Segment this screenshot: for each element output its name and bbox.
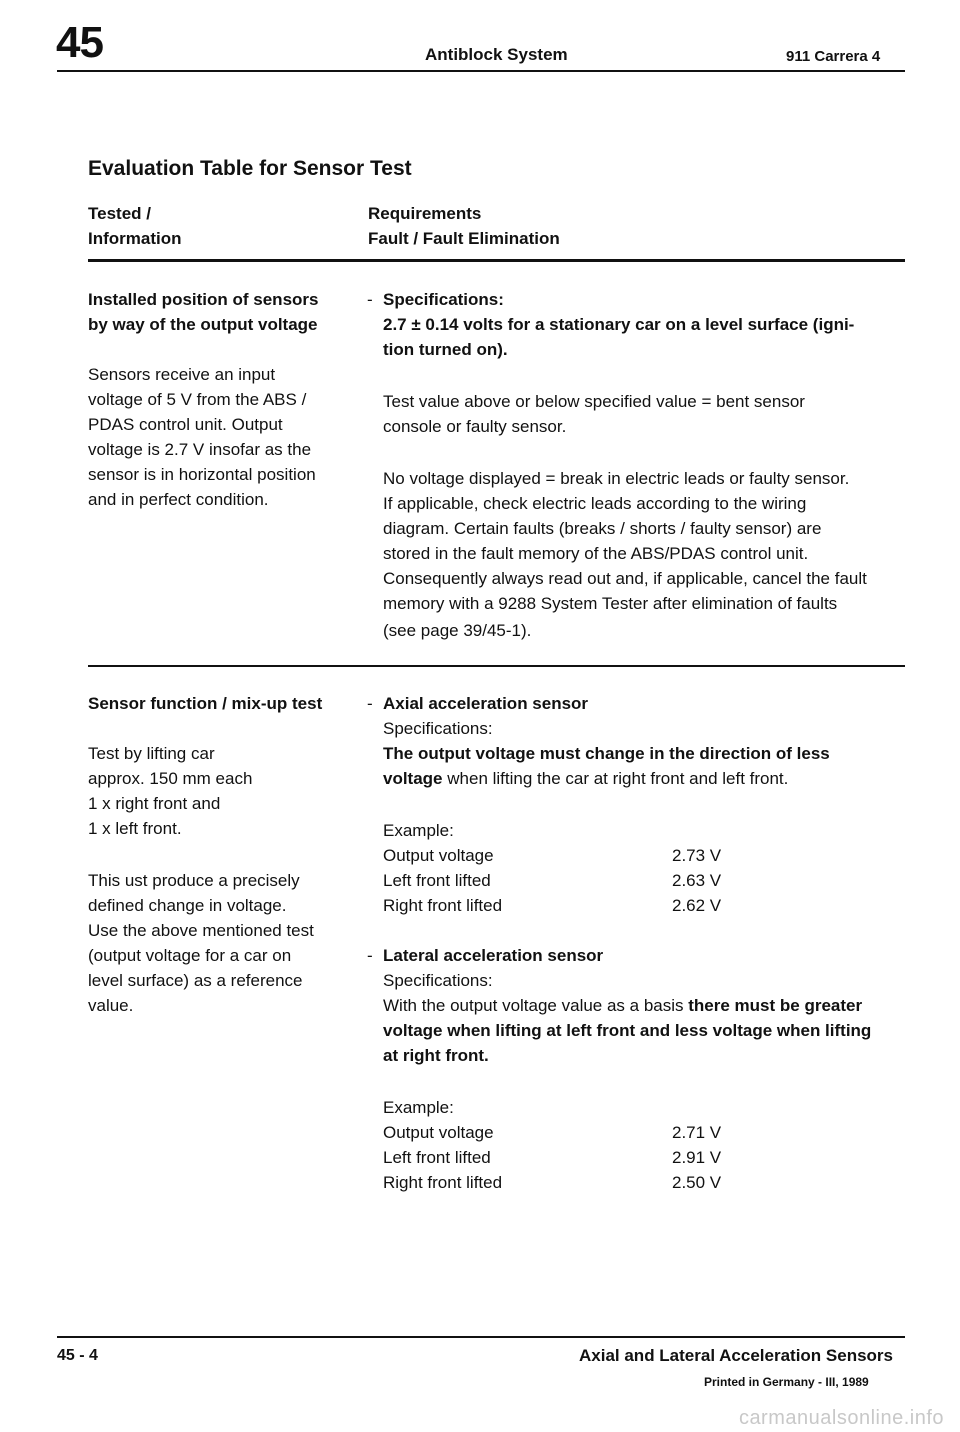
s1-para2-7: (see page 39/45-1). <box>383 621 532 640</box>
s1-left-body-5: sensor is in horizontal position <box>88 465 316 484</box>
lateral-bold-line-2: voltage when lifting at left front and less voltage when lifting <box>383 1021 872 1040</box>
header-title: Antiblock System <box>425 45 568 64</box>
lateral-normal-line-1: With the output voltage value as a basis <box>383 996 689 1015</box>
lateral-heading: Lateral acceleration sensor <box>383 946 604 965</box>
s2-left-body1-3: 1 x right front and <box>88 794 221 813</box>
header-rule <box>57 70 905 72</box>
axial-row-label: Right front lifted <box>383 896 503 915</box>
s2-left-title: Sensor function / mix-up test <box>88 694 323 713</box>
s1-bullet-dash: - <box>367 290 373 309</box>
s1-left-title-1: Installed position of sensors <box>88 290 319 309</box>
axial-spec: Specifications: <box>383 719 493 738</box>
lateral-row-label: Right front lifted <box>383 1173 503 1192</box>
axial-row-label: Output voltage <box>383 846 494 865</box>
s1-spec-bold-1: 2.7 ± 0.14 volts for a stationary car on a level surface (igni- <box>383 315 855 334</box>
s2-left-body1-2: approx. 150 mm each <box>88 769 253 788</box>
s1-left-body-2: voltage of 5 V from the ABS / <box>88 390 307 409</box>
s1-para2-1: No voltage displayed = break in electric leads or faulty sensor. <box>383 469 850 488</box>
lateral-bullet-dash: - <box>367 946 373 965</box>
axial-bold-line-2: voltage <box>383 769 443 788</box>
s1-spec-bold-2: tion turned on). <box>383 340 508 359</box>
s1-left-title-2: by way of the output voltage <box>88 315 318 334</box>
footer-title: Axial and Lateral Acceleration Sensors <box>579 1346 893 1365</box>
axial-example-label: Example: <box>383 821 454 840</box>
s1-left-body-1: Sensors receive an input <box>88 365 276 384</box>
s2-left-body1-1: Test by lifting car <box>88 744 215 763</box>
s1-para2-3: diagram. Certain faults (breaks / shorts / faulty sensor) are <box>383 519 822 538</box>
s2-left-body2-1: This ust produce a precisely <box>88 871 300 890</box>
axial-row-label: Left front lifted <box>383 871 491 890</box>
s2-left-body2-2: defined change in voltage. <box>88 896 287 915</box>
axial-heading: Axial acceleration sensor <box>383 694 589 713</box>
s2-left-body2-4: (output voltage for a car on <box>88 946 292 965</box>
s1-left-body-4: voltage is 2.7 V insofar as the <box>88 440 312 459</box>
footer-printed: Printed in Germany - III, 1989 <box>704 1375 869 1389</box>
footer-rule <box>57 1336 905 1338</box>
watermark: carmanualsonline.info <box>738 1407 944 1429</box>
s1-left-body-6: and in perfect condition. <box>88 490 269 509</box>
col-right-heading-2: Fault / Fault Elimination <box>368 229 560 248</box>
s2-left-body2-3: Use the above mentioned test <box>88 921 314 940</box>
axial-row-value: 2.62 V <box>672 896 722 915</box>
s1-para2-5: Consequently always read out and, if applicable, cancel the fault <box>383 569 867 588</box>
s2-left-body2-5: level surface) as a reference <box>88 971 303 990</box>
section-divider <box>88 665 905 667</box>
s2-left-body1-4: 1 x left front. <box>88 819 182 838</box>
s1-para2-6: memory with a 9288 System Tester after elimination of faults <box>383 594 838 613</box>
lateral-bold-line-3: at right front. <box>383 1046 489 1065</box>
col-left-heading-2: Information <box>88 229 182 248</box>
axial-row-value: 2.73 V <box>672 846 722 865</box>
axial-bold-line-1: The output voltage must change in the direction of less <box>383 744 830 763</box>
section-number: 45 <box>56 18 103 67</box>
col-left-heading-1: Tested / <box>88 204 151 223</box>
s1-para2-2: If applicable, check electric leads according to the wiring <box>383 494 807 513</box>
col-right-heading-1: Requirements <box>368 204 482 223</box>
lateral-row-label: Left front lifted <box>383 1148 491 1167</box>
axial-normal-line-2: when lifting the car at right front and left front. <box>442 769 789 788</box>
lateral-row-value: 2.50 V <box>672 1173 722 1192</box>
s2-left-body2-6: value. <box>88 996 134 1015</box>
s1-para1-1: Test value above or below specified value = bent sensor <box>383 392 805 411</box>
lateral-row-label: Output voltage <box>383 1123 494 1142</box>
heading-rule <box>88 259 905 262</box>
lateral-line-1 <box>383 993 862 1018</box>
lateral-row-value: 2.91 V <box>672 1148 722 1167</box>
axial-bullet-dash: - <box>367 694 373 713</box>
lateral-bold-line-1: there must be greater <box>688 996 863 1015</box>
lateral-example-label: Example: <box>383 1098 454 1117</box>
s1-spec-heading: Specifications: <box>383 290 504 309</box>
axial-row-value: 2.63 V <box>672 871 722 890</box>
s1-para2-4: stored in the fault memory of the ABS/PDAS control unit. <box>383 544 809 563</box>
header-model: 911 Carrera 4 <box>786 48 881 65</box>
s1-left-body-3: PDAS control unit. Output <box>88 415 283 434</box>
lateral-spec: Specifications: <box>383 971 493 990</box>
s1-para1-2: console or faulty sensor. <box>383 417 567 436</box>
footer-page-number: 45 - 4 <box>57 1347 98 1364</box>
lateral-row-value: 2.71 V <box>672 1123 722 1142</box>
axial-line-2 <box>383 766 788 791</box>
page-title: Evaluation Table for Sensor Test <box>88 157 412 180</box>
